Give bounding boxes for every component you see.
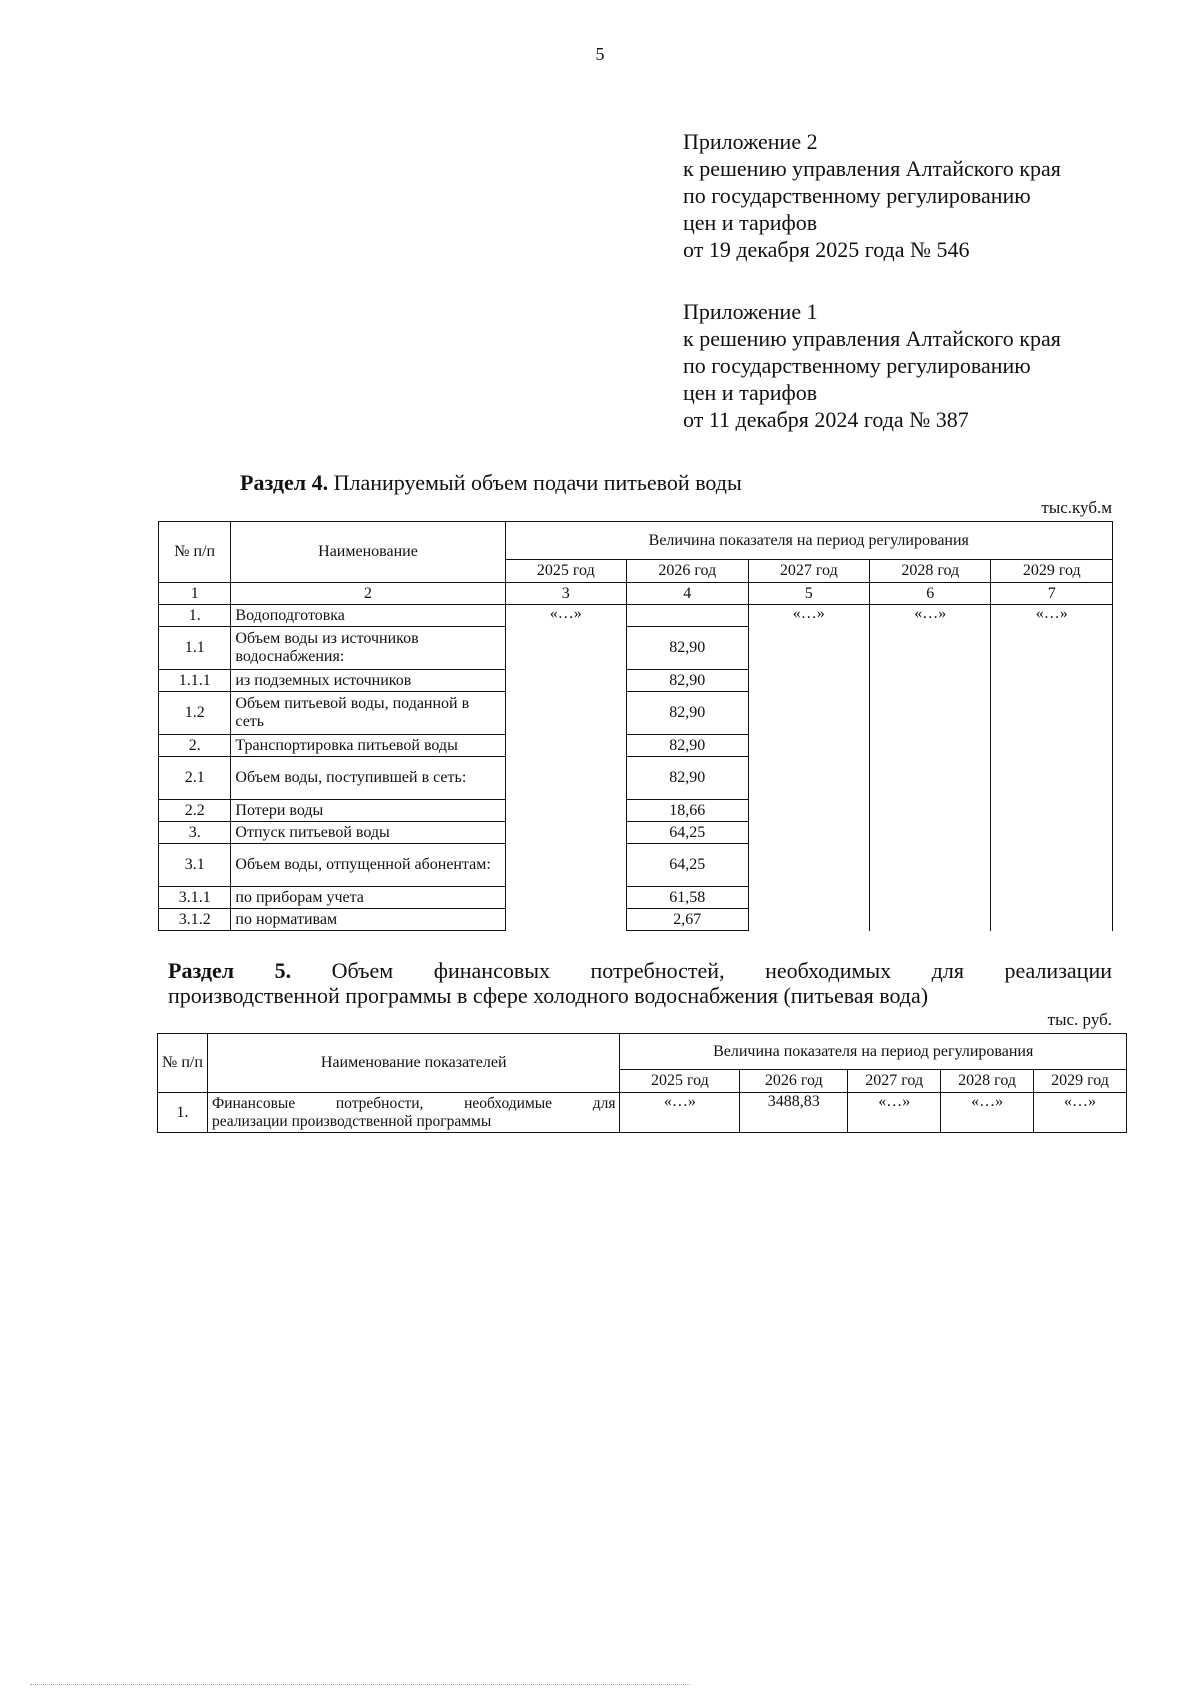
header-name: Наименование (231, 522, 505, 583)
row-name: Объем воды, отпущенной абонентам: (231, 844, 505, 887)
row-name: из подземных источников (231, 670, 505, 692)
value-2025-empty (505, 627, 626, 931)
value-2026 (627, 605, 749, 627)
value-2026: 18,66 (627, 800, 749, 822)
value-2026: 82,90 (627, 692, 749, 735)
header-num: № п/п (158, 1034, 208, 1093)
value-2028-empty (870, 627, 991, 931)
header-year: 2027 год (748, 560, 869, 583)
value-2026: 64,25 (627, 822, 749, 844)
section-5-unit: тыс. руб. (1047, 1010, 1112, 1029)
value-2027: «…» (848, 1093, 941, 1133)
header-year: 2025 год (620, 1070, 740, 1093)
scan-edge-line (30, 1684, 690, 1687)
section-5-title-text: Объем финансовых потребностей, необходимых для реализации (291, 958, 1112, 983)
section-5-title-bold: Раздел 5. (168, 958, 292, 983)
row-name: Объем питьевой воды, поданной в сеть (231, 692, 505, 735)
index-cell: 7 (991, 583, 1113, 605)
header-num: № п/п (159, 522, 231, 583)
row-name-line-2: реализации производственной программы (211, 1112, 492, 1130)
value-2026: 82,90 (627, 670, 749, 692)
appendix-2-line: к решению управления Алтайского края (683, 156, 1061, 181)
row-num: 2. (159, 735, 231, 757)
section-4-title-text: Планируемый объем подачи питьевой воды (328, 470, 742, 495)
appendix-2-block (683, 128, 1143, 263)
row-num: 3. (159, 822, 231, 844)
section-4-table (158, 521, 1113, 931)
row-name: Водоподготовка (231, 605, 505, 627)
row-num: 1. (158, 1093, 208, 1133)
appendix-2-line: Приложение 2 (683, 129, 818, 154)
row-name: Объем воды из источников водоснабжения: (231, 627, 505, 670)
table-row (158, 1093, 1127, 1133)
row-name: Потери воды (231, 800, 505, 822)
row-num: 3.1.1 (159, 887, 231, 909)
header-period: Величина показателя на период регулирования (620, 1034, 1127, 1070)
row-name: Объем воды, поступившей в сеть: (231, 757, 505, 800)
index-cell: 5 (748, 583, 869, 605)
value-2026: 82,90 (627, 757, 749, 800)
table-row (159, 605, 1113, 627)
header-name: Наименование показателей (207, 1034, 620, 1093)
row-num: 1. (159, 605, 231, 627)
index-cell: 4 (627, 583, 749, 605)
row-num: 3.1.2 (159, 909, 231, 931)
row-num: 1.1.1 (159, 670, 231, 692)
header-year: 2028 год (941, 1070, 1034, 1093)
appendix-2-line: по государственному регулированию (683, 183, 1031, 208)
section-4-unit: тыс.куб.м (1041, 498, 1112, 517)
appendix-1-line: от 11 декабря 2024 года № 387 (683, 407, 969, 432)
header-year: 2026 год (627, 560, 749, 583)
index-cell: 6 (870, 583, 991, 605)
section-4-title-bold: Раздел 4. (240, 470, 329, 495)
value-2026: 64,25 (627, 844, 749, 887)
header-year: 2029 год (991, 560, 1113, 583)
row-name: по нормативам (231, 909, 505, 931)
section-5-table (157, 1033, 1127, 1133)
header-year: 2025 год (505, 560, 626, 583)
value-2027: «…» (748, 605, 869, 627)
value-2029: «…» (991, 605, 1113, 627)
header-year: 2027 год (848, 1070, 941, 1093)
header-year: 2029 год (1034, 1070, 1127, 1093)
row-num: 3.1 (159, 844, 231, 887)
header-year: 2026 год (740, 1070, 848, 1093)
value-2026: 3488,83 (740, 1093, 848, 1133)
value-2025: «…» (505, 605, 626, 627)
section-5-title-line-2: производственной программы в сфере холодного водоснабжения (питьевая вода) (168, 983, 929, 1008)
page-number: 5 (595, 44, 605, 64)
value-2028: «…» (870, 605, 991, 627)
appendix-2-line: от 19 декабря 2025 года № 546 (683, 237, 970, 262)
row-num: 2.2 (159, 800, 231, 822)
index-cell: 2 (231, 583, 505, 605)
appendix-1-line: к решению управления Алтайского края (683, 326, 1061, 351)
row-num: 2.1 (159, 757, 231, 800)
value-2025: «…» (620, 1093, 740, 1133)
row-name (207, 1093, 620, 1133)
section-4-title (240, 470, 742, 496)
value-2026: 82,90 (627, 735, 749, 757)
appendix-1-line: цен и тарифов (683, 380, 818, 405)
value-2029-empty (991, 627, 1113, 931)
index-cell: 1 (159, 583, 231, 605)
value-2026: 61,58 (627, 887, 749, 909)
appendix-1-line: по государственному регулированию (683, 353, 1031, 378)
value-2026: 82,90 (627, 627, 749, 670)
value-2028: «…» (941, 1093, 1034, 1133)
row-name: Отпуск питьевой воды (231, 822, 505, 844)
appendix-1-block (683, 298, 1143, 433)
header-period: Величина показателя на период регулирования (505, 522, 1112, 560)
value-2026: 2,67 (627, 909, 749, 931)
row-name: по приборам учета (231, 887, 505, 909)
row-num: 1.2 (159, 692, 231, 735)
value-2027-empty (748, 627, 869, 931)
row-name-line-1: Финансовые потребности, необходимые для (211, 1094, 616, 1112)
header-year: 2028 год (870, 560, 991, 583)
row-name: Транспортировка питьевой воды (231, 735, 505, 757)
appendix-2-line: цен и тарифов (683, 210, 818, 235)
table-row (159, 627, 1113, 670)
index-cell: 3 (505, 583, 626, 605)
value-2029: «…» (1034, 1093, 1127, 1133)
appendix-1-line: Приложение 1 (683, 299, 818, 324)
section-5-title-line-1 (168, 958, 1112, 984)
row-num: 1.1 (159, 627, 231, 670)
